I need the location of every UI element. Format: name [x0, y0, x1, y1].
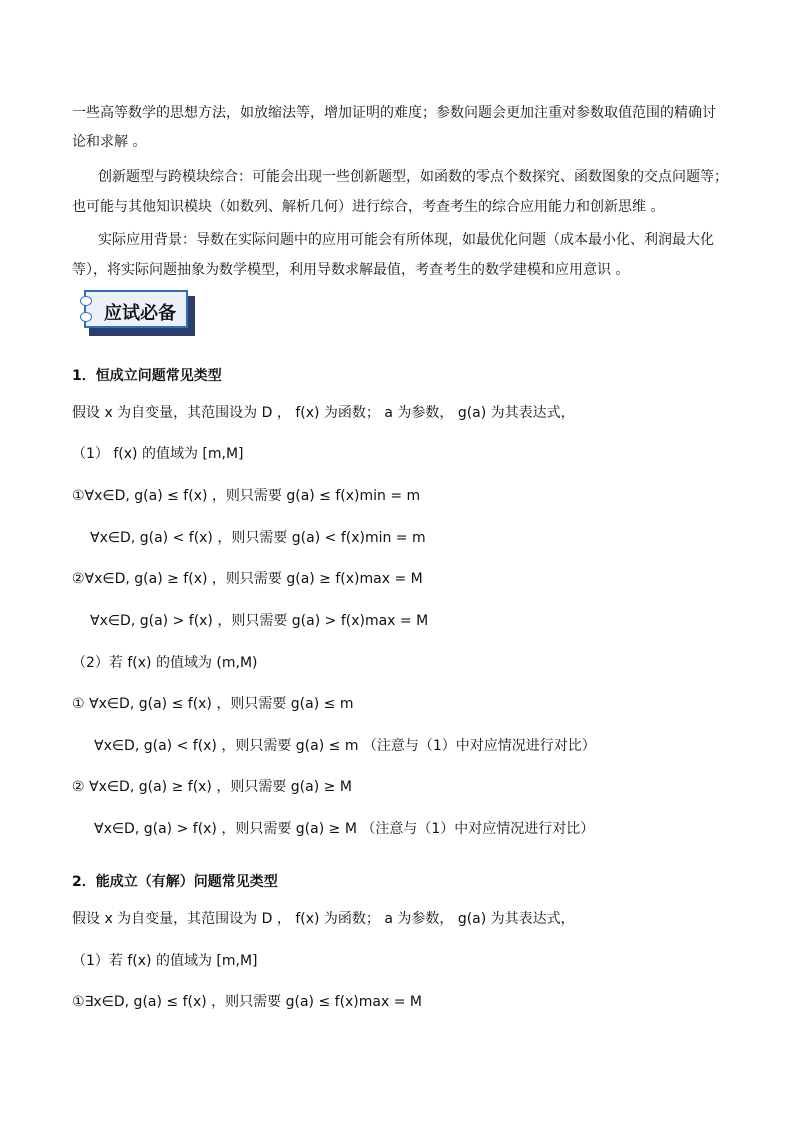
section-1-rule-1: ①∀x∈D, g(a) ≤ f(x) ，则只需要 g(a) ≤ f(x)min = m: [72, 488, 421, 504]
intro-paragraph-2-line-1: 创新题型与跨模块综合：可能会出现一些创新题型，如函数的零点个数探究、函数图象的交点问题等；: [98, 169, 728, 185]
section-badge: [84, 290, 196, 336]
section-2-heading: 2．能成立（有解）问题常见类型: [72, 874, 278, 890]
intro-paragraph-1-line-1: 一些高等数学的思想方法，如放缩法等，增加证明的难度；参数问题会更加注重对参数取值范围的精确讨: [72, 105, 716, 121]
section-1-rule-7: ② ∀x∈D, g(a) ≥ f(x) ，则只需要 g(a) ≥ M: [72, 779, 352, 795]
section-1-case-2: （2）若 f(x) 的值域为 (m,M): [72, 655, 258, 671]
intro-paragraph-3-line-1: 实际应用背景：导数在实际问题中的应用可能会有所体现，如最优化问题（成本最小化、利润最大化: [98, 232, 714, 248]
section-1-case-1: （1） f(x) 的值域为 [m,M]: [72, 446, 244, 462]
section-1-rule-3: ②∀x∈D, g(a) ≥ f(x) ，则只需要 g(a) ≥ f(x)max = M: [72, 571, 423, 587]
section-1-rule-5: ① ∀x∈D, g(a) ≤ f(x) ，则只需要 g(a) ≤ m: [72, 696, 354, 712]
badge-box: [84, 290, 188, 328]
section-1-assumption: 假设 x 为自变量，其范围设为 D ， f(x) 为函数； a 为参数， g(a) 为其表达式，: [72, 405, 575, 421]
intro-paragraph-2-line-2: 也可能与其他知识模块（如数列、解析几何）进行综合，考查考生的综合应用能力和创新思维 。: [72, 199, 665, 215]
section-2-case-1: （1）若 f(x) 的值域为 [m,M]: [72, 953, 258, 969]
section-1-rule-2: ∀x∈D, g(a) < f(x) ，则只需要 g(a) < f(x)min = m: [90, 530, 426, 546]
intro-paragraph-3-line-2: 等），将实际问题抽象为数学模型，利用导数求解最值，考查考生的数学建模和应用意识 。: [72, 262, 630, 278]
section-1-rule-8: ∀x∈D, g(a) > f(x) ，则只需要 g(a) ≥ M （注意与（1）中对应情况进行对比）: [94, 821, 595, 837]
section-2-assumption: 假设 x 为自变量，其范围设为 D ， f(x) 为函数； a 为参数， g(a) 为其表达式，: [72, 911, 575, 927]
binder-ring-icon: [80, 296, 92, 306]
section-1-heading: 1．恒成立问题常见类型: [72, 368, 222, 384]
section-1-rule-6: ∀x∈D, g(a) < f(x) ，则只需要 g(a) ≤ m （注意与（1）中对应情况进行对比）: [94, 738, 596, 754]
intro-paragraph-1-line-2: 论和求解 。: [72, 134, 147, 150]
badge-label: 应试必备: [104, 303, 176, 324]
binder-ring-icon: [80, 312, 92, 322]
section-1-rule-4: ∀x∈D, g(a) > f(x) ，则只需要 g(a) > f(x)max = M: [90, 613, 429, 629]
section-2-rule-1: ①∃x∈D, g(a) ≤ f(x) ，则只需要 g(a) ≤ f(x)max = M: [72, 994, 422, 1010]
